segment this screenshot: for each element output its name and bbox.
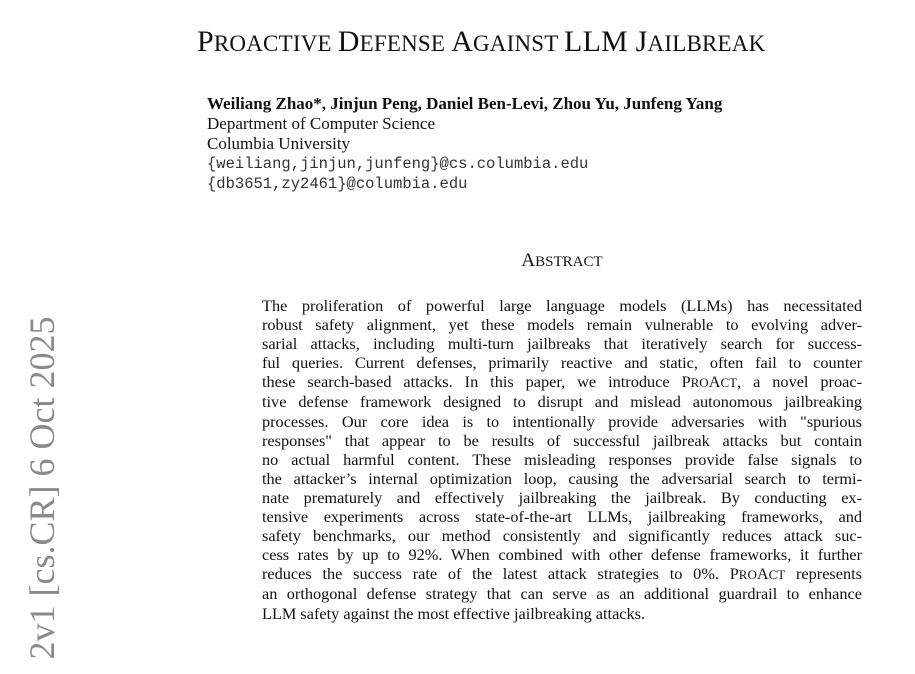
abstract-line: safety benchmarks, our method consistently and significantly reduces attack suc- [262, 526, 862, 546]
abstract-line: robust safety alignment, yet these models remain vulnerable to evolving adver- [262, 315, 862, 335]
abstract-line: tensive experiments across state-of-the-art LLMs, jailbreaking frameworks, and [262, 507, 862, 527]
email-line-2: {db3651,zy2461}@columbia.edu [207, 175, 468, 193]
abstract-line: LLM safety against the most effective jailbreaking attacks. [262, 603, 646, 623]
abstract-line: no actual harmful content. These misleading responses provide false signals to [262, 449, 862, 469]
abstract-body [262, 296, 862, 623]
author-block [207, 94, 722, 194]
abstract-line: cess rates by up to 92%. When combined with other defense frameworks, it further [262, 545, 862, 565]
abstract-line: The proliferation of powerful large language models (LLMs) has necessitated [262, 296, 862, 315]
abstract-line: tive defense framework designed to disrupt and mislead autonomous jailbreaking [262, 392, 862, 412]
department: Department of Computer Science [207, 114, 436, 133]
abstract-heading: ABSTRACT [521, 250, 603, 271]
author-names: Weiliang Zhao*, Jinjun Peng, Daniel Ben-Levi, Zhou Yu, Junfeng Yang [207, 94, 723, 113]
abstract-line: ful queries. Current defenses, primarily reactive and static, often fail to counter [262, 353, 862, 373]
abstract-line: sarial attacks, including multi-turn jailbreaks that iteratively search for success- [262, 334, 862, 354]
abstract-line: an orthogonal defense strategy that can serve as an additional guardrail to enhance [262, 584, 862, 604]
arxiv-identifier-stamp: 2v1 [cs.CR] 6 Oct 2025 [22, 316, 62, 660]
paper-title: PROACTIVE DEFENSE AGAINST LLM JAILBREAK [197, 25, 766, 58]
abstract-line: nate prematurely and effectively jailbreaking the jailbreak. By conducting ex- [262, 487, 862, 507]
abstract-line: the attacker’s internal optimization loop, causing the adversarial search to termi- [262, 468, 862, 488]
university: Columbia University [207, 134, 351, 153]
abstract-line: responses" that appear to be results of successful jailbreak attacks but contain [262, 430, 862, 450]
abstract-line: these search-based attacks. In this paper, we introduce PROACT, a novel proac- [262, 372, 862, 392]
abstract-line: processes. Our core idea is to intentionally provide adversaries with "spurious [262, 411, 862, 431]
abstract-line: reduces the success rate of the latest attack strategies to 0%. PROACT represents [262, 564, 862, 584]
email-line-1: {weiliang,jinjun,junfeng}@cs.columbia.edu [207, 155, 589, 173]
